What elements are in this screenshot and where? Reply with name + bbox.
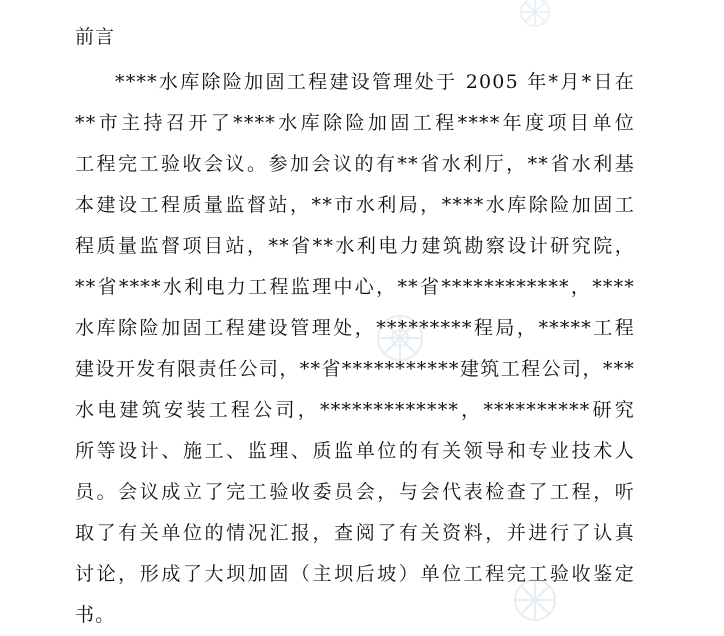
- paragraph-line: 水电建筑安装工程公司，*************，**********研究: [75, 399, 635, 421]
- paragraph-line: **省****水利电力工程监理中心，**省************，****: [75, 276, 635, 298]
- watermark-logo-icon: [505, 0, 565, 32]
- paragraph-line: 员。会议成立了完工验收委员会，与会代表检查了工程，听: [75, 481, 635, 503]
- paragraph-line: 本建设工程质量监督站，**市水利局，****水库除险加固工: [75, 194, 635, 216]
- paragraph-line: 工程完工验收会议。参加会议的有**省水利厅，**省水利基: [75, 153, 635, 175]
- paragraph-line: ****水库除险加固工程建设管理处于 2005 年*月*日在: [115, 71, 635, 93]
- paragraph-line: 建设开发有限责任公司，**省***********建筑工程公司，***: [75, 358, 635, 380]
- paragraph-line: 讨论，形成了大坝加固（主坝后坡）单位工程完工验收鉴定: [75, 563, 635, 585]
- paragraph-line: **市主持召开了****水库除险加固工程****年度项目单位: [75, 112, 635, 134]
- preface-paragraph: [75, 62, 635, 636]
- section-heading: 前言: [75, 26, 116, 48]
- paragraph-line: 所等设计、施工、监理、质监单位的有关领导和专业技术人: [75, 440, 635, 462]
- paragraph-line: 水库除险加固工程建设管理处，*********程局，*****工程: [75, 317, 635, 339]
- paragraph-line: 程质量监督项目站，**省**水利电力建筑勘察设计研究院，: [75, 235, 635, 257]
- paragraph-line: 书。: [75, 604, 116, 626]
- paragraph-line: 取了有关单位的情况汇报，查阅了有关资料，并进行了认真: [75, 522, 635, 544]
